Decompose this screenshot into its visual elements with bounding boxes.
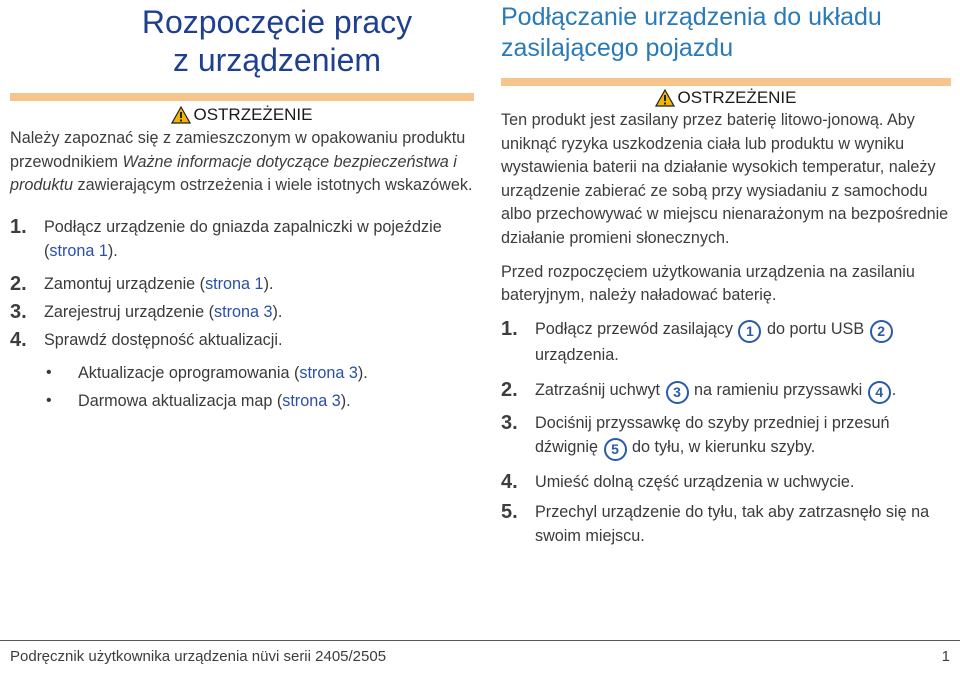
step-text-c: urządzenia. [535, 345, 619, 364]
steps-list [10, 212, 474, 413]
footer-manual-title: Podręcznik użytkownika urządzenia nüvi serii 2405/2505 [10, 648, 387, 665]
step-text-b: na ramieniu przyssawki [689, 380, 867, 399]
warning-triangle-icon [655, 89, 675, 107]
callout-5-icon: 5 [604, 438, 627, 461]
step-4 [501, 467, 951, 495]
warning-text: Ten produkt jest zasilany przez baterię litowo-jonową. Aby uniknąć ryzyka uszkodzenia ciała lub produktu w wyniku wystawienia baterii na działanie wysokich temperatur, należy urządzenie zabierać ze sobą przy wysiadaniu z samochodu albo przechowywać w miejscu nienarażonym na bezpośrednie działanie promieni słonecznych. [501, 111, 949, 247]
step-number: 1. [501, 317, 518, 340]
step-3 [10, 297, 474, 325]
page-link[interactable]: strona 1 [49, 241, 108, 260]
warning-bar [501, 78, 951, 86]
callout-3-icon: 3 [666, 381, 689, 404]
page-title [10, 3, 474, 79]
section-heading: Podłączanie urządzenia do układu zasilającego pojazdu [501, 3, 882, 62]
left-column [10, 0, 474, 413]
step-text [44, 325, 282, 352]
step-text [44, 297, 282, 324]
page-number: 1 [941, 648, 950, 665]
step-text-a: Dociśnij przyssawkę do szyby przedniej i przesuń dźwignię [535, 413, 890, 456]
title-line-2: z urządzeniem [172, 42, 382, 78]
footer-divider [0, 640, 960, 641]
bullet-text-main: Aktualizacje oprogramowania ( [78, 363, 300, 382]
step-number: 3. [10, 300, 27, 323]
step-number: 4. [10, 328, 27, 351]
page-link[interactable]: strona 3 [214, 302, 273, 321]
step-text [44, 212, 474, 263]
warning-title [501, 88, 951, 108]
step-text [535, 314, 951, 367]
bullet-item-2 [46, 385, 474, 413]
step-text [535, 375, 896, 404]
warning-text-part2: zawierającym ostrzeżenia i wiele istotnych wskazówek. [73, 176, 473, 195]
bullet-text-tail: ). [340, 391, 351, 410]
bullet-dot: • [46, 363, 52, 381]
callout-2-icon: 2 [870, 320, 893, 343]
bullet-dot: • [46, 391, 52, 409]
warning-text-part1: Należy zapoznać się z zamieszczonym w opakowaniu produktu przewodnikiem [10, 129, 466, 171]
step-text-main: Sprawdź dostępność aktualizacji. [44, 330, 283, 349]
step-text [535, 408, 951, 461]
bullet-text-tail: ). [357, 363, 368, 382]
title-line-1: Rozpoczęcie pracy [141, 4, 413, 40]
step-text-b: do portu USB [762, 319, 869, 338]
step-4 [10, 325, 474, 353]
step-text: Przechyl urządzenie do tyłu, tak aby zatrzasnęło się na swoim miejscu. [535, 502, 930, 545]
step-2 [501, 375, 951, 404]
bullet-text-main: Darmowa aktualizacja map ( [78, 391, 283, 410]
step-number: 2. [501, 378, 518, 401]
page-link[interactable]: strona 1 [205, 274, 264, 293]
steps-list [501, 314, 951, 548]
step-3 [501, 408, 951, 461]
callout-4-icon: 4 [868, 381, 891, 404]
step-number: 4. [501, 470, 518, 493]
step-text-main: Zamontuj urządzenie ( [44, 274, 206, 293]
step-number: 1. [10, 215, 27, 238]
page-link[interactable]: strona 3 [299, 363, 358, 382]
step-text-a: Zatrzaśnij uchwyt [535, 380, 665, 399]
intro-text: Przed rozpoczęciem użytkowania urządzenia na zasilaniu bateryjnym, należy naładować baterię. [501, 262, 915, 305]
warning-title [10, 105, 474, 125]
step-5 [501, 497, 951, 548]
step-2 [10, 269, 474, 297]
step-1 [501, 314, 951, 367]
page-link[interactable]: strona 3 [282, 391, 341, 410]
callout-1-icon: 1 [738, 320, 761, 343]
step-1 [10, 212, 474, 263]
step-number: 3. [501, 411, 518, 434]
step-text-tail: ). [272, 302, 283, 321]
warning-label: OSTRZEŻENIE [677, 88, 797, 107]
right-column [501, 0, 951, 548]
step-text-c: . [891, 380, 897, 399]
warning-label: OSTRZEŻENIE [193, 105, 313, 124]
step-text: Umieść dolną część urządzenia w uchwycie. [535, 472, 855, 491]
step-number: 2. [10, 272, 27, 295]
step-text-main: Podłącz urządzenie do gniazda zapalniczki w pojeździe ( [44, 217, 442, 260]
step-number: 5. [501, 500, 518, 523]
warning-triangle-icon [171, 106, 191, 124]
warning-text [10, 127, 474, 198]
warning-bar [10, 93, 474, 101]
step-text [44, 269, 273, 296]
bullet-text [78, 385, 351, 413]
step-text-b: do tyłu, w kierunku szyby. [627, 437, 816, 456]
step-text-a: Podłącz przewód zasilający [535, 319, 738, 338]
warning-text-italic: Ważne informacje dotyczące bezpieczeństwa i produktu [10, 152, 457, 195]
bullet-text [78, 357, 368, 385]
step-text-main: Zarejestruj urządzenie ( [44, 302, 215, 321]
step-text-tail: ). [263, 274, 274, 293]
step-text-tail: ). [107, 241, 118, 260]
bullet-item-1 [46, 357, 474, 385]
